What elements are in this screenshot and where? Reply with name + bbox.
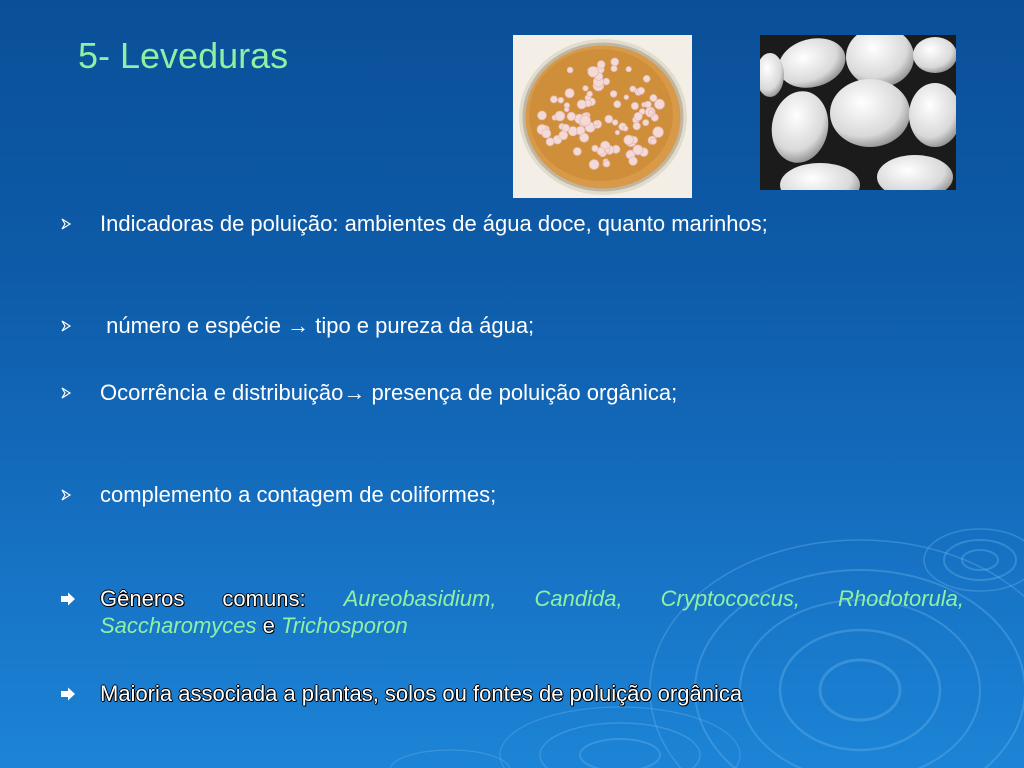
generos-names-2: Trichosporon (280, 613, 408, 638)
yeast-colony (653, 127, 664, 138)
yeast-colony (629, 157, 637, 165)
yeast-colony (633, 145, 643, 155)
yeast-colony (649, 110, 654, 115)
yeast-colony (538, 111, 547, 120)
yeast-colony (555, 111, 565, 121)
yeast-cells-illustration (760, 35, 956, 190)
yeast-colony (558, 97, 564, 103)
yeast-colony (594, 121, 599, 126)
bullet-text: complemento a contagem de coliformes; (100, 482, 497, 507)
yeast-colony (605, 148, 610, 153)
yeast-colony (587, 91, 593, 97)
yeast-colony (614, 101, 621, 108)
yeast-colony (565, 89, 574, 98)
yeast-colony (623, 126, 628, 131)
right-arrow-icon (60, 680, 100, 707)
yeast-colony (615, 130, 619, 134)
petri-dish-image (513, 35, 692, 198)
bullet-complemento (60, 481, 964, 508)
bullet-ocorrencia (60, 379, 964, 406)
slide-title: 5- Leveduras (78, 35, 289, 76)
yeast-colony (610, 91, 617, 98)
yeast-colony (605, 115, 613, 123)
generos-text (100, 585, 964, 639)
yeast-colony (604, 161, 610, 167)
yeast-colony (611, 58, 619, 66)
yeast-colony (634, 112, 642, 120)
yeast-colony (546, 138, 554, 146)
yeast-colony (597, 61, 605, 69)
generos-names-1: Aureobasidium, Candida, Cryptococcus, Rhodotorula, Saccharomyces (100, 586, 965, 638)
yeast-colony (550, 96, 557, 103)
yeast-colony (580, 115, 591, 126)
yeast-colony (567, 67, 573, 73)
yeast-colony (567, 112, 575, 120)
yeast-colony (624, 95, 629, 100)
yeast-colony (626, 67, 631, 72)
generos-prefix: Gêneros comuns: (100, 586, 344, 611)
yeast-colony (564, 107, 569, 112)
chevron-arrow-icon (60, 481, 100, 508)
yeast-colony (624, 135, 634, 145)
right-arrow-icon (60, 585, 100, 612)
chevron-arrow-icon (60, 210, 100, 237)
bullet-indicadoras (60, 210, 964, 237)
yeast-colony (643, 120, 649, 126)
bullet-text: número e espécie → tipo e pureza da água; (100, 313, 535, 338)
bullet-text: Ocorrência e distribuição→ presença de poluição orgânica; (100, 380, 678, 405)
chevron-arrow-icon (60, 312, 100, 339)
yeast-colony (583, 86, 588, 91)
yeast-colony (633, 122, 640, 129)
yeast-colony (650, 138, 656, 144)
yeast-colony (559, 131, 568, 140)
yeast-colony (645, 101, 652, 108)
chevron-arrow-icon (60, 379, 100, 406)
bullet-generos-comuns (60, 585, 964, 639)
yeast-colony (589, 160, 599, 170)
yeast-colony (612, 120, 618, 126)
bullet-numero-especie (60, 312, 964, 339)
maioria-text: Maioria associada a plantas, solos ou fontes de poluição orgânica (100, 681, 743, 706)
yeast-cells-micrograph-image (760, 35, 956, 190)
bullet-maioria (60, 680, 964, 707)
yeast-colony (573, 148, 581, 156)
yeast-colony (542, 129, 551, 138)
yeast-colony (580, 133, 589, 142)
yeast-colony (631, 102, 638, 109)
yeast-colony (638, 87, 645, 94)
bullet-text: Indicadoras de poluição: ambientes de água doce, quanto marinhos; (100, 211, 768, 236)
yeast-colony (643, 75, 650, 82)
yeast-colony (592, 145, 598, 151)
generos-conj: e (256, 613, 281, 638)
yeast-colony (611, 65, 617, 71)
yeast-colony (577, 100, 586, 109)
yeast-colony (588, 67, 599, 78)
yeast-colony (650, 95, 657, 102)
yeast-colonies-petri-dish-illustration (513, 35, 692, 198)
